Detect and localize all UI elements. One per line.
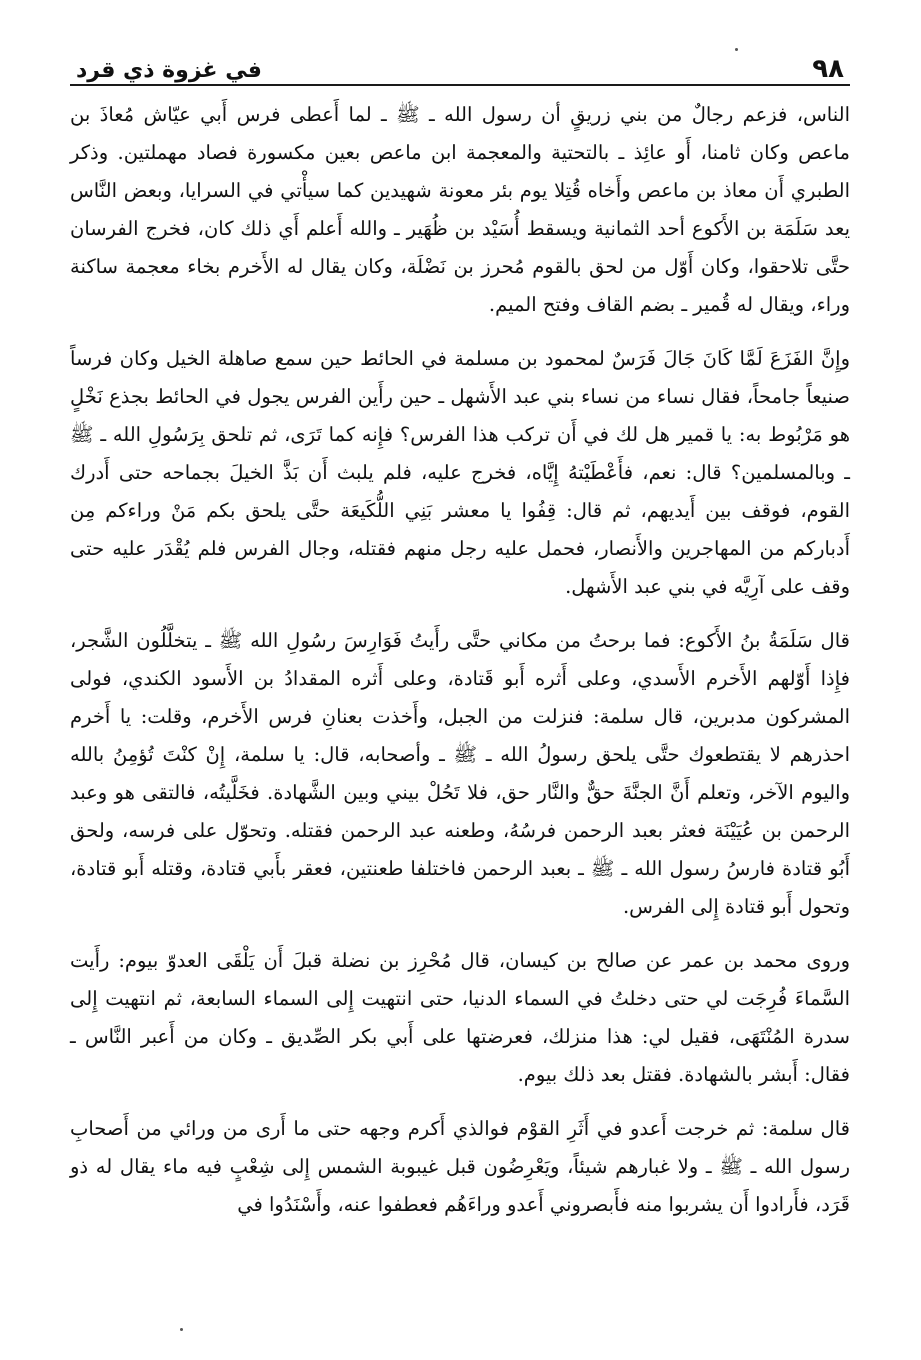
- scan-speck: [180, 1328, 183, 1331]
- paragraph: وروى محمد بن عمر عن صالح بن كيسان، قال مُحْرِز بن نضلة قبلَ أَن يَلْقَى العدوّ بيوم: رأَيت السَّماءَ فُرِجَت لي حتى دخلتُ في السماء الدنيا، حتى انتهيت إِلى السماء السابعة، ثم انتهيت إِلى سدرة المُنْتَهَى، فقيل لي: هذا منزلك، فعرضتها على أَبي بكر الصِّديق ـ وكان من أَعبر النَّاس ـ فقال: أَبشر بالشهادة. فقتل بعد ذلك بيوم.: [70, 949, 850, 1086]
- running-title: في غزوة ذي قرد: [76, 58, 262, 83]
- body-text: [70, 96, 850, 1224]
- paragraph: وإِنَّ الفَزَعَ لَمَّا كَانَ جَالَ فَرَسٌ لمحمود بن مسلمة في الحائط حين سمع صاهلة الخيل وكان فرساً صنيعاً جامحاً، فقال نساء من نساء بني عبد الأَشهل ـ حين رأَين الفرس يجول في الحائط بجذع نَخْلٍ هو مَرْبُوط به: يا قمير هل لك في أَن تركب هذا الفرس؟ فإِنه كما تَرَى، ثم تلحق بِرَسُولِ الله ـ ﷺ ـ وبالمسلمين؟ قال: نعم، فأَعْطَيْتهُ إِيَّاه، فخرج عليه، فلم يلبث أَن بَذَّ الخيلَ بجماحه حتى أَدرك القوم، فوقف بين أَيديهم، ثم قال: قِفُوا يا معشر بَنِي اللُّكَيعَة حتَّى يلحق بكم مَنْ وراءكم مِن أَدباركم من المهاجرين والأَنصار، فحمل عليه رجل منهم فقتله، وجال الفرس فلم يُقْدَر عليه حتى وقف على آرِيَّه في بني عبد الأَشهل.: [70, 347, 850, 598]
- paragraph: الناس، فزعم رجالٌ من بني زريقٍ أن رسول الله ـ ﷺ ـ لما أَعطى فرس أَبي عيّاش مُعاذَ بن ماعص وكان ثامنا، أَو عائِذ ـ بالتحتية والمعجمة ابن ماعص بعين مكسورة فصاد مهملتين. وذكر الطبري أَن معاذ بن ماعص وأَخاه قُتِلا يوم بئر معونة شهيدين كما سيأْتي في السرايا، وبعض النَّاس يعد سَلَمَة بن الأَكوع أحد الثمانية ويسقط أُسَيْد بن ظُهَير ـ والله أَعلم أَي ذلك كان، فخرج الفرسان حتَّى تلاحقوا، وكان أَوّل من لحق بالقوم مُحرز بن نَضْلَة، وكان يقال له الأَخرم بخاء معجمة ساكنة وراء، ويقال له قُمير ـ بضم القاف وفتح الميم.: [70, 103, 850, 316]
- scan-speck: [735, 48, 738, 51]
- page-header: [70, 40, 850, 86]
- paragraph: قال سلمة: ثم خرجت أَعدو في أَثَرِ القوْم فوالذي أَكرم وجهه حتى ما أَرى من ورائي من أَصحابِ رسول الله ـ ﷺ ـ ولا غبارهم شيئاً، ويَعْرِضُون قبل غيبوبة الشمس إِلى شِعْبٍ فيه ماء يقال له ذو قَرَد، فأَرادوا أَن يشربوا منه فأَبصروني أَعدو وراءَهُم فعطفوا عنه، وأَسْنَدُوا في: [70, 1117, 850, 1216]
- page-number: ٩٨: [812, 54, 844, 84]
- paragraph: قال سَلَمَةُ بنُ الأَكوع: فما برحتُ من مكاني حتَّى رأَيتُ فَوَارِسَ رسُولِ الله ﷺ ـ يتخلَّلُون الشَّجر، فإِذا أَوّلهم الأَخرم الأَسدي، وعلى أَثره أَبو قَتادة، وعلى أَثره المقدادُ بن الأَسود الكندي، فولى المشركون مدبرين، قال سلمة: فنزلت من الجبل، وأَخذت بعنانِ فرس الأَخرم، وقلت: يا أَخرم احذرهم لا يقتطعوك حتَّى يلحق رسولُ الله ـ ﷺ ـ وأصحابه، قال: يا سلمة، إِنْ كنْتَ تُؤمِنُ بالله واليوم الآخر، وتعلم أَنَّ الجنَّةَ حقٌّ والنَّار حق، فلا تَحُلْ بيني وبين الشَّهادة. فخَلَّيتُه، فالتقى هو وعبد الرحمن بن عُيَيْنَة فعثر بعبد الرحمن فرسُهُ، وطعنه عبد الرحمن فقتله. وتحوّل على فرسه، ولحق أَبُو قتادة فارسُ رسول الله ـ ﷺ ـ بعبد الرحمن فاختلفا طعنتين، فعقر بأَبي قتادة، وقتله أَبو قتادة، وتحول أَبو قتادة إِلى الفرس.: [70, 629, 850, 918]
- book-page: [70, 40, 850, 1224]
